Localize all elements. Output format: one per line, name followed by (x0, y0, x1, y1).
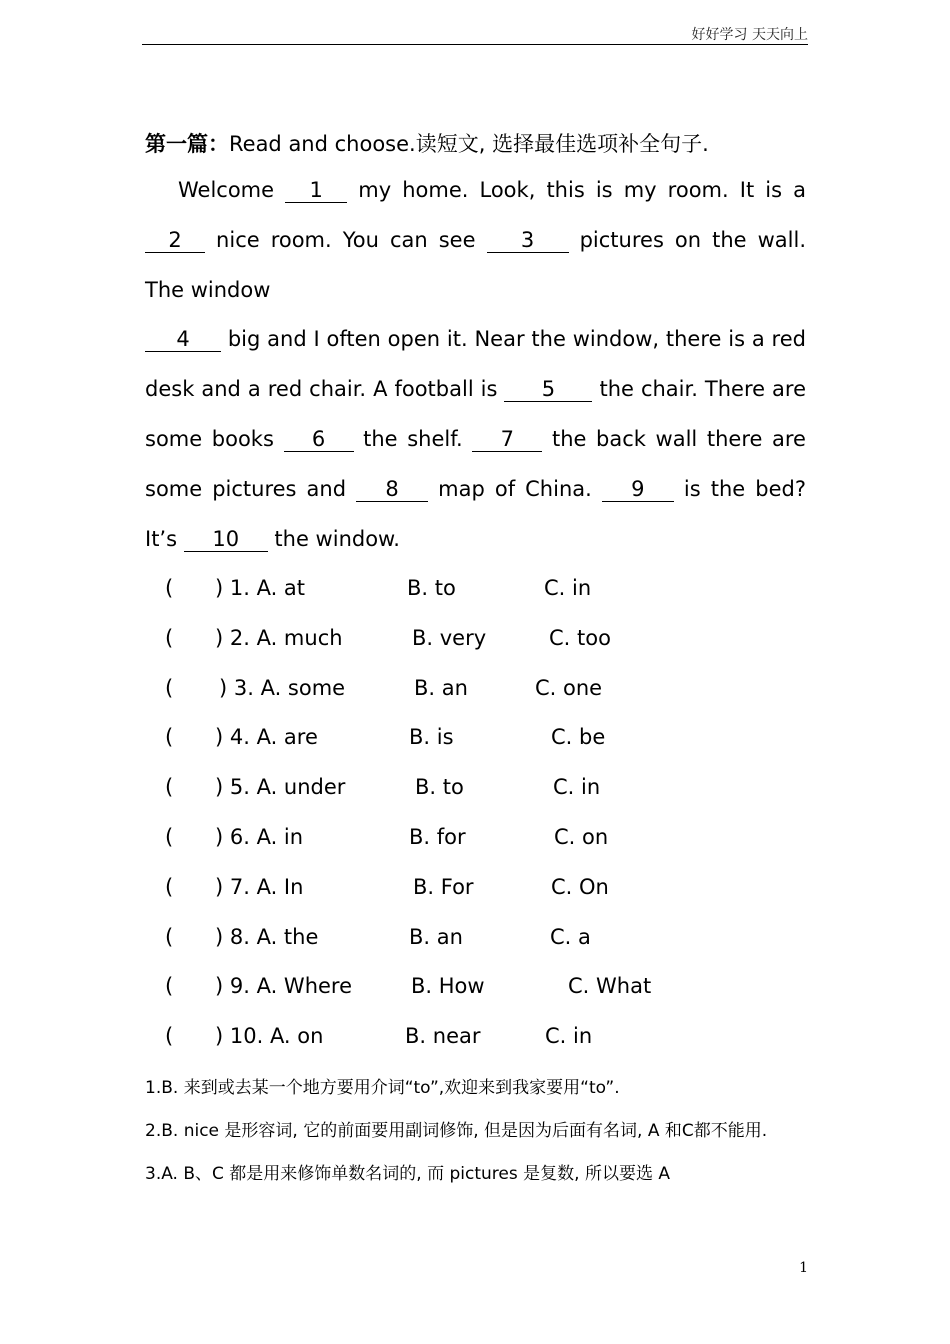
blank-1: 1 (285, 178, 347, 203)
option-a: ) 7. A. In (215, 874, 304, 899)
blank-2: 2 (145, 228, 205, 253)
blank-3: 3 (487, 228, 569, 253)
option-c: C. too (549, 625, 611, 650)
answer-paren: ( (165, 924, 174, 949)
passage-text: is the bed? It’s (145, 476, 806, 551)
option-c: C. in (553, 775, 601, 800)
option-b: B. an (409, 924, 463, 949)
question-row (145, 618, 806, 668)
option-c: C. On (551, 874, 609, 899)
page-header-text: 好好学习 天天向上 (691, 27, 808, 43)
section-title (145, 128, 709, 158)
answer-paren: ( (165, 874, 174, 899)
option-a: ) 5. A. under (215, 775, 346, 800)
option-b: B. very (412, 625, 487, 650)
answer-paren: ( (165, 775, 174, 800)
question-row (145, 767, 806, 817)
page-number: 1 (799, 1260, 808, 1276)
answer-paren: ( (165, 974, 174, 999)
option-a: ) 2. A. much (215, 625, 343, 650)
passage-text: the chair. There are some books (145, 377, 807, 451)
answer-paren: ( (165, 824, 174, 849)
question-row (145, 717, 806, 767)
passage-text: Welcome (178, 178, 275, 202)
passage-text: the window. (274, 526, 400, 551)
explanation-1: 1.B. 来到或去某一个地方要用介词“to”,欢迎来到我家要用“to”. (145, 1078, 620, 1098)
passage-text: map of China. (438, 476, 592, 501)
option-c: C. in (545, 1024, 593, 1049)
blank-7: 7 (472, 427, 542, 452)
option-a: ) 9. A. Where (215, 974, 353, 999)
option-b: B. near (405, 1024, 481, 1049)
passage-text: my home. Look, this is my room. It is a (358, 178, 806, 202)
passage-text: the back wall there are some pictures and (145, 426, 806, 501)
option-a: ) 10. A. on (215, 1024, 324, 1049)
blank-6: 6 (284, 427, 354, 452)
option-b: B. How (411, 974, 485, 999)
option-c: C. What (568, 974, 652, 999)
section-title-bold: 第一篇： (145, 132, 229, 156)
header-rule (142, 44, 808, 45)
question-row (145, 668, 806, 718)
answer-paren: ( (165, 576, 174, 600)
blank-4: 4 (145, 327, 221, 352)
passage-text: big and I often open it. Near the window, there is a red desk and a red chair. A football is (145, 327, 806, 402)
passage-text: pictures on the wall. The window (145, 227, 806, 302)
option-a: ) 6. A. in (215, 824, 304, 849)
option-c: C. be (551, 725, 606, 750)
answer-paren: ( (165, 1024, 174, 1049)
option-a: ) 8. A. the (215, 924, 319, 949)
question-row (145, 867, 806, 917)
option-a: ) 4. A. are (215, 725, 318, 750)
blank-5: 5 (504, 377, 592, 402)
explanation-2: 2.B. nice 是形容词, 它的前面要用副词修饰, 但是因为后面有名词, A 和C都不能用. (145, 1121, 768, 1141)
blank-8: 8 (356, 477, 428, 502)
answer-paren: ( (165, 725, 174, 750)
answer-paren: ( (165, 675, 174, 700)
option-b: B. to (415, 775, 464, 800)
question-row (145, 568, 806, 618)
option-b: B. for (409, 824, 466, 849)
question-row (145, 917, 806, 967)
blank-10: 10 (184, 527, 268, 552)
option-c: C. a (550, 924, 591, 949)
option-a: ) 3. A. some (219, 675, 346, 700)
passage-text: the shelf. (363, 426, 463, 451)
option-b: B. to (407, 576, 456, 600)
question-list (145, 568, 806, 1066)
option-c: C. in (544, 576, 592, 600)
question-row (145, 966, 806, 1016)
answer-paren: ( (165, 625, 174, 650)
blank-9: 9 (602, 477, 674, 502)
explanations (145, 1073, 806, 1202)
question-row (145, 817, 806, 867)
option-c: C. on (554, 824, 609, 849)
explanation-3: 3.A. B、C 都是用来修饰单数名词的, 而 pictures 是复数, 所以要选 A (145, 1164, 670, 1184)
option-a: ) 1. A. at (215, 576, 306, 600)
question-row (145, 1016, 806, 1066)
reading-passage (145, 166, 806, 564)
option-b: B. For (413, 874, 474, 899)
option-c: C. one (535, 675, 603, 700)
section-title-text: Read and choose.读短文, 选择最佳选项补全句子. (229, 132, 709, 156)
option-b: B. an (414, 675, 468, 700)
passage-text: nice room. You can see (216, 227, 476, 252)
option-b: B. is (409, 725, 454, 750)
